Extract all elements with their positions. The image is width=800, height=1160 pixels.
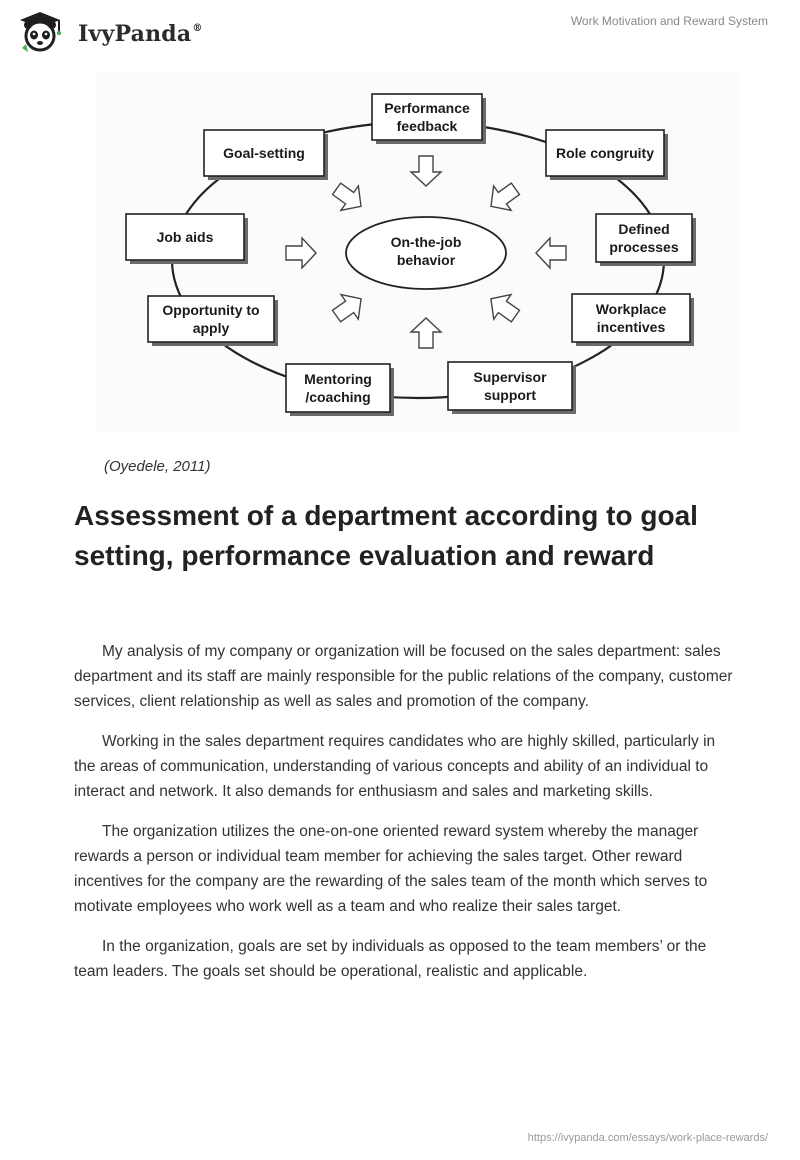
diagram-node-label: incentives — [596, 319, 666, 335]
document-title: Work Motivation and Reward System — [570, 14, 768, 28]
diagram-node-role-congruity — [546, 130, 668, 180]
diagram-canvas — [96, 72, 740, 432]
paragraph: In the organization, goals are set by individuals as opposed to the team members’ or the team leaders. The goals set should be operational, realistic and applicable. — [74, 938, 707, 980]
figure-caption: (Oyedele, 2011) — [104, 458, 211, 475]
inward-arrow-icon — [328, 177, 370, 219]
diagram-node-label: Goal-setting — [223, 145, 305, 161]
motivation-diagram — [96, 72, 740, 432]
section-heading: Assessment of a department according to goal setting, performance evaluation and reward — [74, 500, 698, 571]
diagram-node-label: Performance — [384, 100, 470, 116]
diagram-node-job-aids — [126, 214, 248, 264]
center-label-line-2: behavior — [396, 252, 456, 268]
diagram-node-label: apply — [192, 320, 230, 336]
diagram-node-label: Workplace — [595, 301, 667, 317]
inward-arrow-icon — [482, 287, 524, 329]
article-body — [74, 639, 734, 999]
diagram-node-label: Opportunity to — [162, 302, 260, 318]
panda-graduate-icon — [14, 8, 70, 54]
center-label-line-1: On-the-job — [390, 234, 462, 250]
diagram-node-label: /coaching — [305, 389, 371, 405]
diagram-node-label: Supervisor — [473, 369, 547, 385]
inward-arrow-icon — [536, 238, 566, 268]
diagram-node-label: Job aids — [156, 229, 214, 245]
diagram-node-performance-feedback — [372, 94, 486, 144]
diagram-node-goal-setting — [204, 130, 328, 180]
diagram-node-defined-processes — [596, 214, 696, 266]
inward-arrow-icon — [411, 318, 441, 348]
inward-arrow-icon — [328, 287, 370, 329]
paragraph: The organization utilizes the one-on-one oriented reward system whereby the manager rewards a person or individual team member for achieving the sales target. Other reward incentives for the company are the rewarding of the sales team of the month which serves to motivate employees who work well as a team and who realize their sales target. — [74, 823, 708, 915]
diagram-node-opportunity-to-apply — [148, 296, 278, 346]
brand-logo[interactable] — [14, 8, 204, 54]
diagram-node-mentoring-coaching — [286, 364, 394, 416]
diagram-node-label: Role congruity — [555, 145, 655, 161]
inward-arrow-icon — [286, 238, 316, 268]
diagram-node-workplace-incentives — [572, 294, 694, 346]
inward-arrow-icon — [482, 177, 524, 219]
diagram-node-label: Defined — [618, 221, 670, 237]
diagram-node-label: support — [483, 387, 537, 403]
diagram-node-supervisor-support — [448, 362, 576, 414]
source-url[interactable]: https://ivypanda.com/essays/work-place-rewards/ — [527, 1132, 768, 1144]
paragraph: Working in the sales department requires candidates who are highly skilled, particularly in the areas of communication, understanding of various concepts and ability of an individual to interact and network. It also demands for enthusiasm and sales and marketing skills. — [74, 733, 716, 800]
diagram-node-label: feedback — [396, 118, 458, 134]
brand-name: IvyPanda® — [78, 21, 203, 47]
paragraph: My analysis of my company or organization will be focused on the sales department: sales department and its staff are mainly responsible for the public relations of the company, customer services, client relationship as well as sales and promotion of the company. — [74, 643, 733, 710]
inward-arrow-icon — [411, 156, 441, 186]
header — [0, 0, 800, 60]
diagram-node-label: processes — [609, 239, 679, 255]
diagram-node-label: Mentoring — [304, 371, 372, 387]
